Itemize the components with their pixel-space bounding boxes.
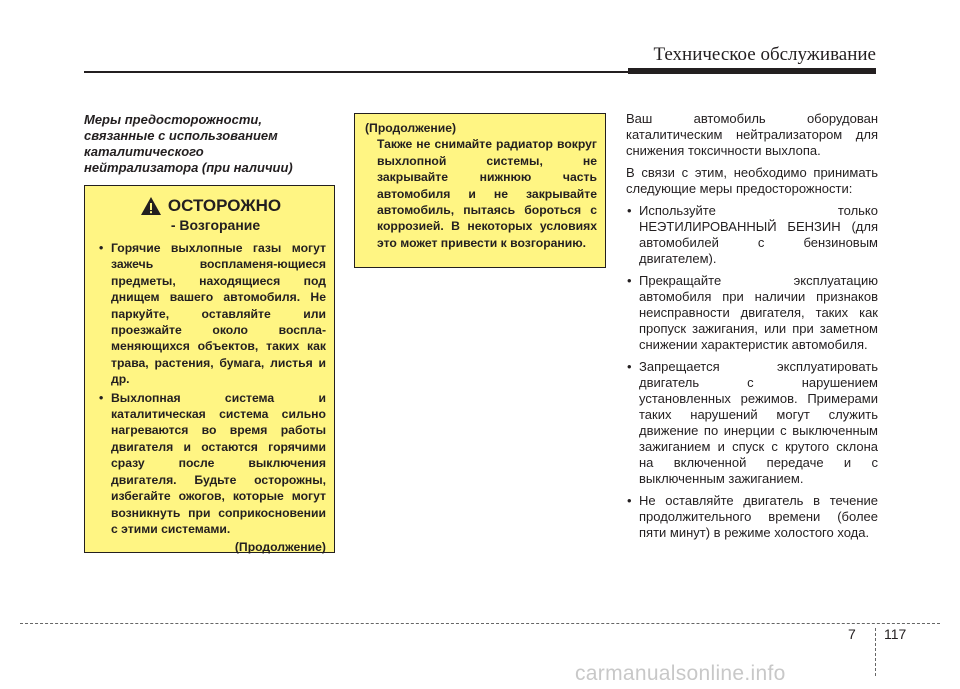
warning-item: • Горячие выхлопные газы могут зажечь воспламеня-ющиеся предметы, находящиеся под днищем вашего автомобиля. Не паркуйте, оставляйте или проезжайте около воспла-меняющихся объектов, таких как трава, растения, бумага, листья и др. [95, 240, 326, 388]
footer-dashed-rule [20, 623, 940, 624]
intro-paragraph: В связи с этим, необходимо принимать следующие меры предосторожности: [626, 165, 878, 196]
right-column [626, 111, 878, 547]
list-item: • Не оставляйте двигатель в течение продолжительного времени (более пяти минут) в режиме холостого хода. [626, 493, 878, 541]
header-title: Техническое обслуживание [653, 44, 876, 65]
warning-box [84, 185, 335, 553]
list-item: • Запрещается эксплуатировать двигатель с нарушением установленных режимов. Примерами таких нарушений могут служить движение по инерции с выключенным зажиганием и спуск с крутого склона на включенной передаче и с выключенным зажиганием. [626, 359, 878, 487]
continued-box [354, 113, 606, 268]
list-item: • Используйте только НЕЭТИЛИРОВАННЫЙ БЕНЗИН (для автомобилей с бензиновым двигателем). [626, 203, 878, 267]
warning-item: • Выхлопная система и каталитическая система сильно нагреваются во время работы двигателя и остаются горячими сразу после выключения двигателя. Будьте осторожны, избегайте ожогов, которые могут возникнуть при соприкосновении с этими системами. [95, 390, 326, 538]
list-item: • Прекращайте эксплуатацию автомобиля при наличии признаков неисправности двигателя, таких как пропуск зажигания, или при заметном снижении характеристик автомобиля. [626, 273, 878, 353]
footer-separator [875, 628, 876, 676]
continued-note: (Продолжение) [234, 540, 326, 555]
warning-header [95, 196, 326, 216]
warning-triangle-icon [140, 196, 162, 216]
continued-text: Также не снимайте радиатор вокруг выхлопной системы, не закрывайте нижнюю часть автомобиля и не закрывайте автомобиль, пытаясь бороться с коррозией. В некоторых условиях это может привести к возгоранию. [377, 137, 597, 250]
chapter-number: 7 [848, 626, 856, 642]
header-bar [628, 68, 876, 74]
watermark: carmanualsonline.info [575, 662, 786, 685]
warning-subtitle: - Возгорание [170, 217, 261, 233]
warning-list [95, 240, 326, 537]
intro-paragraph: Ваш автомобиль оборудован каталитическим нейтрализатором для снижения токсичности выхлопа. [626, 111, 878, 158]
warning-title: ОСТОРОЖНО [167, 196, 282, 215]
section-title: Меры предосторожности, связанные с использованием каталитического нейтрализатора (при наличии) [84, 112, 293, 175]
page-number: 117 [884, 626, 907, 642]
continued-heading: (Продолжение) [365, 121, 457, 135]
precautions-list [626, 203, 878, 541]
